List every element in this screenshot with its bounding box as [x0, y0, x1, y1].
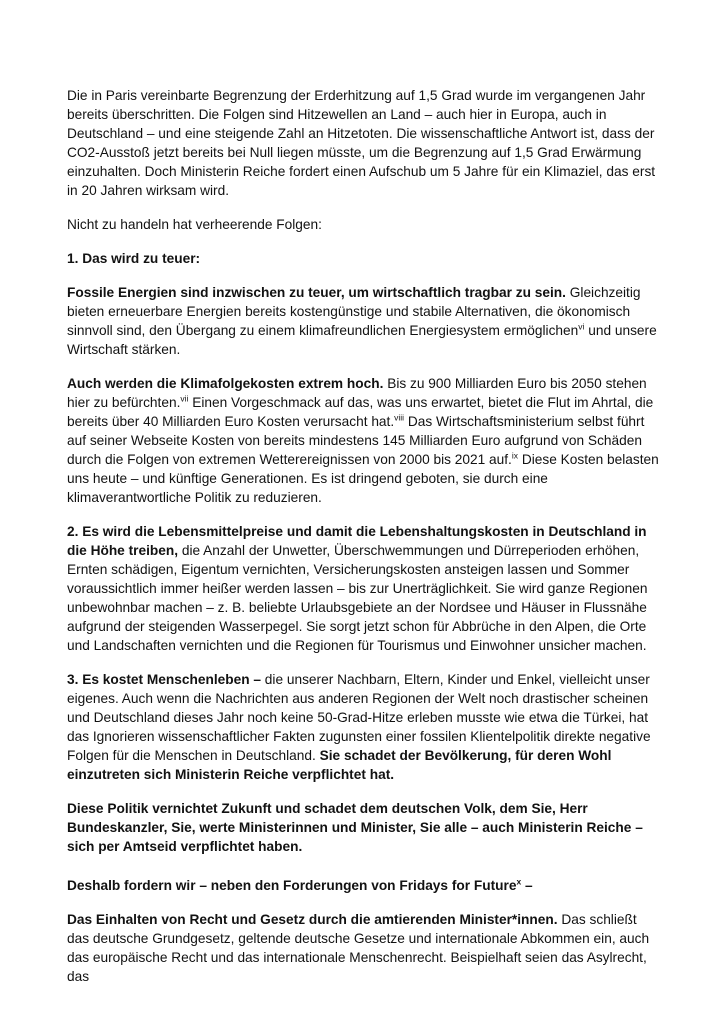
text-run: und unsere Wirtschaft stärken.: [67, 323, 657, 357]
endnote-reference: viii: [394, 412, 405, 423]
text-run-bold: 3. Es kostet Menschenleben –: [67, 672, 261, 687]
text-run: Nicht zu handeln hat verheerende Folgen:: [67, 217, 322, 232]
endnote-reference: vii: [180, 393, 189, 404]
paragraph: [67, 249, 662, 268]
text-run: Einen Vorgeschmack auf das, was uns erwartet, bietet die Flut im Ahrtal, die bereits über 40 Milliarden Euro Kosten verursacht hat.: [67, 395, 654, 429]
text-run: Gleichzeitig bieten erneuerbare Energien bereits kostengünstige und stabile Alternativen, die ökonomisch sinnvoll sind, den Übergang zu einem klimafreundlichen Energiesystem ermöglichen: [67, 285, 641, 338]
paragraph: [67, 799, 662, 856]
paragraph: [67, 283, 662, 359]
text-run: Die in Paris vereinbarte Begrenzung der Erderhitzung auf 1,5 Grad wurde im vergangenen Jahr bereits überschritten. Die Folgen sind Hitzewellen an Land – auch hier in Europa, auch in Deutschland – und eine steigende Zahl an Hitzetoten. Die wissenschaftliche Antwort ist, dass der CO2-Ausstoß jetzt bereits bei Null liegen müsste, um die Begrenzung auf 1,5 Grad Erwärmung einzuhalten. Doch Ministerin Reiche fordert einen Aufschub um 5 Jahre für ein Klimaziel, das erst in 20 Jahren wirksam wird.: [67, 88, 656, 198]
paragraph: [67, 374, 662, 507]
text-run-bold: Sie schadet der Bevölkerung, für deren Wohl einzutreten sich Ministerin Reiche verpflichtet hat.: [67, 748, 612, 782]
text-run-bold: Fossile Energien sind inzwischen zu teuer, um wirtschaftlich tragbar zu sein.: [67, 285, 566, 300]
paragraph: [67, 215, 662, 234]
text-run: Das schließt das deutsche Grundgesetz, geltende deutsche Gesetze und internationale Abkommen ein, auch das europäische Recht und das internationale Menschenrecht. Beispielhaft seien das Asylrecht, das: [67, 912, 650, 984]
text-run-bold: Auch werden die Klimafolgekosten extrem hoch.: [67, 376, 384, 391]
text-run: Das Wirtschaftsministerium selbst führt auf seiner Webseite Kosten von bereits mindestens 145 Milliarden Euro aufgrund von Schäden durch die Folgen von extremen Wetterereignissen von 2000 bis 2021 auf.: [67, 414, 645, 467]
text-run-bold: 2. Es wird die Lebensmittelpreise und damit die Lebenshaltungskosten in Deutschland in die Höhe treiben,: [67, 524, 647, 558]
text-run-bold: Deshalb fordern wir – neben den Forderungen von Fridays for Future: [67, 878, 517, 893]
paragraph: [67, 876, 662, 895]
text-run-bold: Diese Politik vernichtet Zukunft und schadet dem deutschen Volk, dem Sie, Herr Bundeskanzler, Sie, werte Ministerinnen und Minister, Sie alle – auch Ministerin Reiche – sich per Amtseid verpflichtet haben.: [67, 801, 643, 854]
paragraph: [67, 670, 662, 784]
paragraph: [67, 86, 662, 200]
text-run-bold: 1. Das wird zu teuer:: [67, 251, 201, 266]
text-run-bold: –: [521, 878, 533, 893]
paragraph: [67, 910, 662, 986]
text-run: Diese Kosten belasten uns heute – und künftige Generationen. Es ist dringend geboten, sie durch eine klimaverantwortliche Politik zu reduzieren.: [67, 452, 659, 505]
text-run: die unserer Nachbarn, Eltern, Kinder und Enkel, vielleicht unser eigenes. Auch wenn die Nachrichten aus anderen Regionen der Welt noch drastischer scheinen und Deutschland dieses Jahr noch keine 50-Grad-Hitze erleben musste wie etwa die Türkei, hat das Ignorieren wissenschaftlicher Fakten zugunsten einer fossilen Klientelpolitik direkte negative Folgen für die Menschen in Deutschland.: [67, 672, 651, 763]
endnote-reference: vi: [578, 321, 585, 332]
endnote-reference: ix: [511, 450, 519, 461]
paragraph: [67, 522, 662, 655]
text-run: die Anzahl der Unwetter, Überschwemmungen und Dürreperioden erhöhen, Ernten schädigen, Eigentum vernichten, Versicherungskosten ansteigen lassen und Sommer voraussichtlich immer heißer werden lassen – bis zur Unerträglichkeit. Sie wird ganze Regionen unbewohnbar machen – z. B. beliebte Urlaubsgebiete an der Nordsee und Häuser in Flussnähe aufgrund der steigenden Wasserpegel. Sie sorgt jetzt schon für Abbrüche in den Alpen, die Orte und Landschaften vernichten und die Regionen für Tourismus und Einwohner unsicher machen.: [67, 543, 648, 653]
text-run-bold: Das Einhalten von Recht und Gesetz durch die amtierenden Minister*innen.: [67, 912, 558, 927]
text-run: Bis zu 900 Milliarden Euro bis 2050 stehen hier zu befürchten.: [67, 376, 647, 410]
endnote-reference: x: [516, 876, 522, 887]
